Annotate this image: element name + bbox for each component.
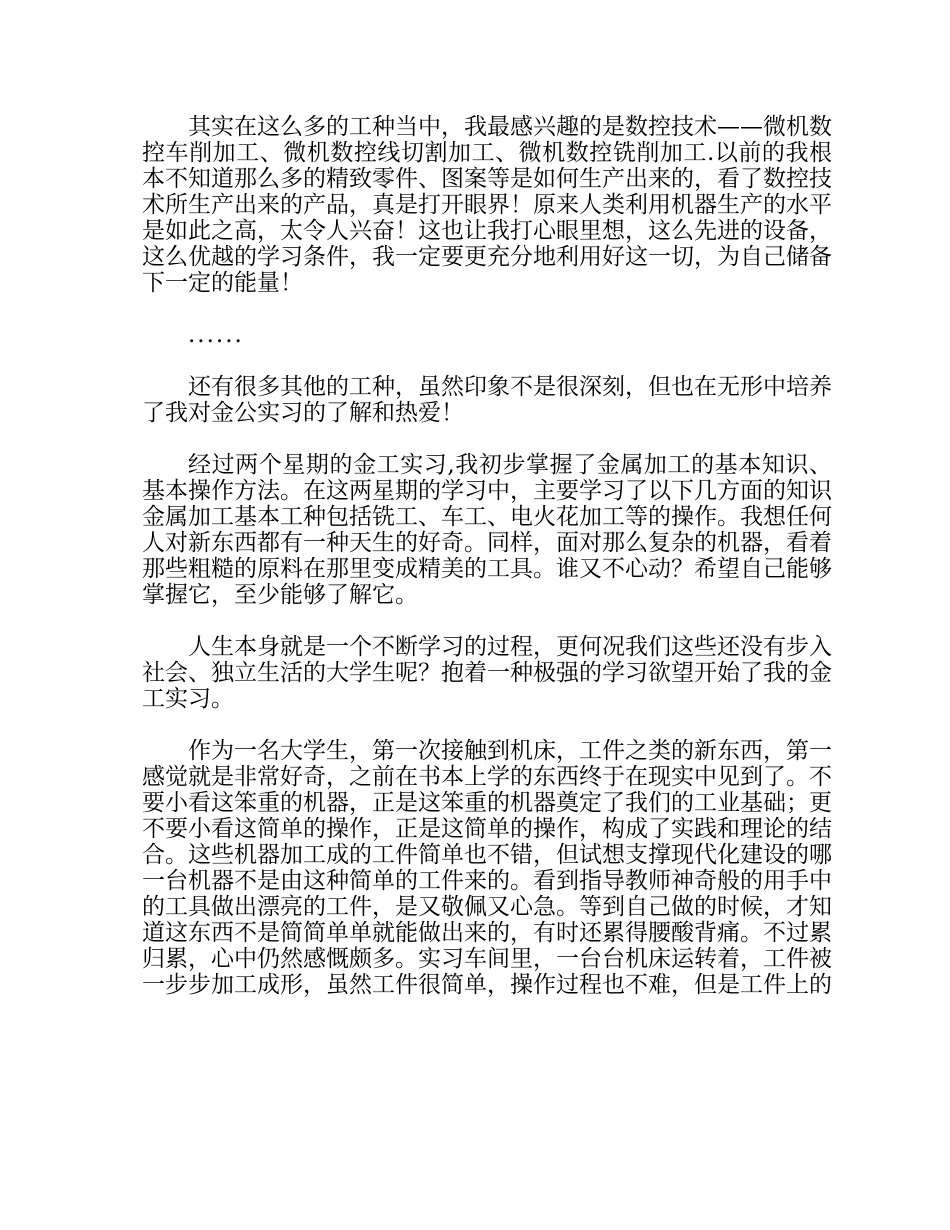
paragraph-two-weeks: 经过两个星期的金工实习,我初步掌握了金属加工的基本知识、基本操作方法。在这两星期的学习中，主要学习了以下几方面的知识金属加工基本工种包括铣工、车工、电火花加工等的操作。我想任何人对新东西都有一种天生的好奇。同样，面对那么复杂的机器，看着那些粗糙的原料在那里变成精美的工具。谁又不心动？希望自己能够掌握它，至少能够了解它。 [142,452,832,608]
paragraph-ellipsis: ...... [188,322,244,348]
paragraph-first-contact: 作为一名大学生，第一次接触到机床，工件之类的新东西，第一感觉就是非常好奇，之前在书本上学的东西终于在现实中见到了。不要小看这笨重的机器，正是这笨重的机器奠定了我们的工业基础；更不要小看这简单的操作，正是这简单的操作，构成了实践和理论的结合。这些机器加工成的工件简单也不错，但试想支撑现代化建设的哪一台机器不是由这种简单的工件来的。看到指导教师神奇般的用手中的工具做出漂亮的工件，是又敬佩又心急。等到自己做的时候，才知道这东西不是简简单单就能做出来的，有时还累得腰酸背痛。不过累归累，心中仍然感慨颇多。实习车间里，一台台机床运转着，工件被一步步加工成形，虽然工件很简单，操作过程也不难，但是工件上的 [142,738,832,998]
paragraph-other-trades: 还有很多其他的工种，虽然印象不是很深刻，但也在无形中培养了我对金公实习的了解和热爱！ [142,374,832,426]
paragraph-cnc-interest: 其实在这么多的工种当中，我最感兴趣的是数控技术——微机数控车削加工、微机数控线切割加工、微机数控铣削加工.以前的我根本不知道那么多的精致零件、图案等是如何生产出来的，看了数控技术所生产出来的产品，真是打开眼界！原来人类利用机器生产的水平是如此之高，太令人兴奋！这也让我打心眼里想，这么先进的设备，这么优越的学习条件，我一定要更充分地利用好这一切，为自己储备下一定的能量！ [142,114,832,296]
document-page [142,114,832,1024]
paragraph-learning-process: 人生本身就是一个不断学习的过程，更何况我们这些还没有步入社会、独立生活的大学生呢？抱着一种极强的学习欲望开始了我的金工实习。 [142,634,832,712]
